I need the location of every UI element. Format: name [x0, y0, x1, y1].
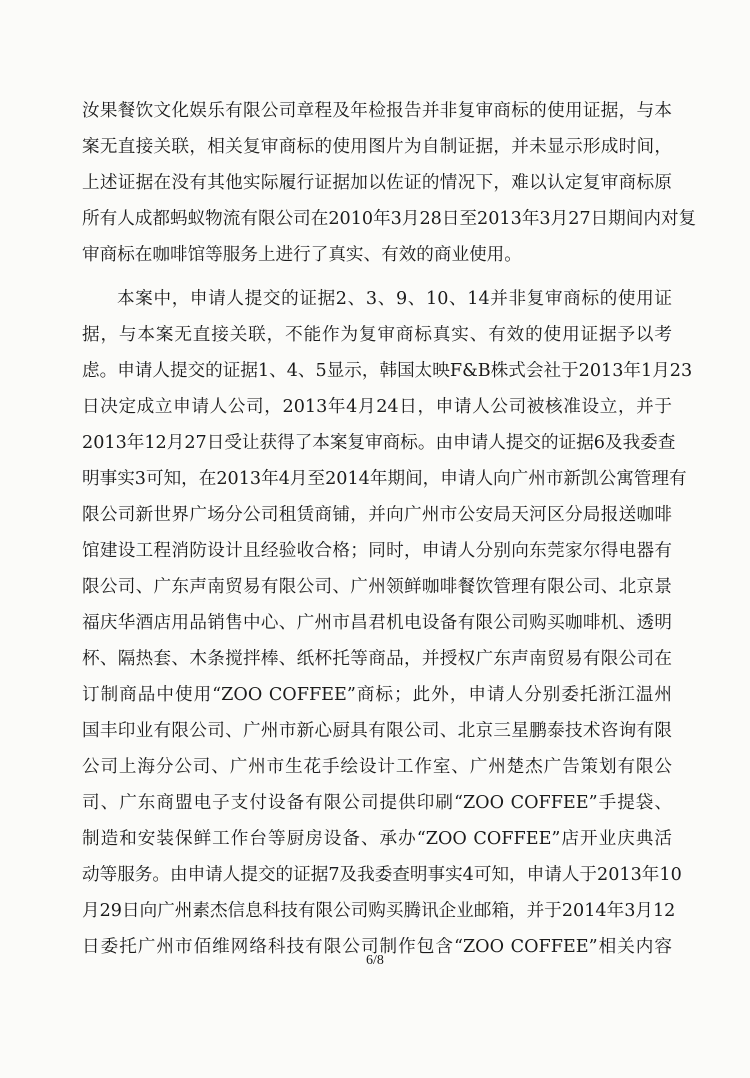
text-line: 动等服务。由申请人提交的证据7及我委查明事实4可知，申请人于2013年10 — [82, 865, 682, 885]
text-line: 限公司新世界广场分公司租赁商铺，并向广州市公安局天河区分局报送咖啡 — [82, 505, 672, 525]
text-line: 馆建设工程消防设计且经验收合格；同时，申请人分别向东莞家尔得电器有 — [82, 541, 672, 561]
text-line: 据，与本案无直接关联，不能作为复审商标真实、有效的使用证据予以考 — [82, 325, 672, 345]
text-line: 日决定成立申请人公司，2013年4月24日，申请人公司被核准设立，并于 — [82, 397, 672, 417]
text-line: 虑。申请人提交的证据1、4、5显示，韩国太映F&B株式会社于2013年1月23 — [82, 361, 693, 381]
text-line: 杯、隔热套、木条搅拌棒、纸杯托等商品，并授权广东声南贸易有限公司在 — [82, 649, 672, 669]
text-line: 上述证据在没有其他实际履行证据加以佐证的情况下，难以认定复审商标原 — [82, 173, 672, 193]
text-line: 国丰印业有限公司、广州市新心厨具有限公司、北京三星鹏泰技术咨询有限 — [82, 721, 672, 741]
text-line: 所有人成都蚂蚁物流有限公司在2010年3月28日至2013年3月27日期间内对复 — [82, 209, 697, 229]
text-line: 日委托广州市佰维网络科技有限公司制作包含“ZOO COFFEE”相关内容 — [82, 937, 672, 957]
text-line: 福庆华酒店用品销售中心、广州市昌君机电设备有限公司购买咖啡机、透明 — [82, 613, 672, 633]
text-line: 明事实3可知，在2013年4月至2014年期间，申请人向广州市新凯公寓管理有 — [82, 469, 687, 489]
text-line: 制造和安装保鲜工作台等厨房设备、承办“ZOO COFFEE”店开业庆典活 — [82, 829, 672, 849]
text-line: 案无直接关联，相关复审商标的使用图片为自制证据，并未显示形成时间， — [82, 137, 672, 157]
text-line: 月29日向广州素杰信息科技有限公司购买腾讯企业邮箱，并于2014年3月12 — [82, 901, 676, 921]
text-line: 审商标在咖啡馆等服务上进行了真实、有效的商业使用。 — [82, 245, 522, 265]
page-number: 6/8 — [366, 953, 384, 968]
text-line: 司、广东商盟电子支付设备有限公司提供印刷“ZOO COFFEE”手提袋、 — [82, 793, 672, 813]
text-line: 订制商品中使用“ZOO COFFEE”商标；此外，申请人分别委托浙江温州 — [82, 685, 672, 705]
text-line: 2013年12月27日受让获得了本案复审商标。由申请人提交的证据6及我委查 — [82, 433, 676, 453]
text-line: 限公司、广东声南贸易有限公司、广州领鲜咖啡餐饮管理有限公司、北京景 — [82, 577, 672, 597]
paragraph-first-line: 本案中，申请人提交的证据2、3、9、10、14并非复审商标的使用证 — [117, 289, 672, 309]
text-line: 公司上海分公司、广州市生花手绘设计工作室、广州楚杰广告策划有限公 — [82, 757, 672, 777]
text-line: 汝果餐饮文化娱乐有限公司章程及年检报告并非复审商标的使用证据，与本 — [82, 101, 672, 121]
